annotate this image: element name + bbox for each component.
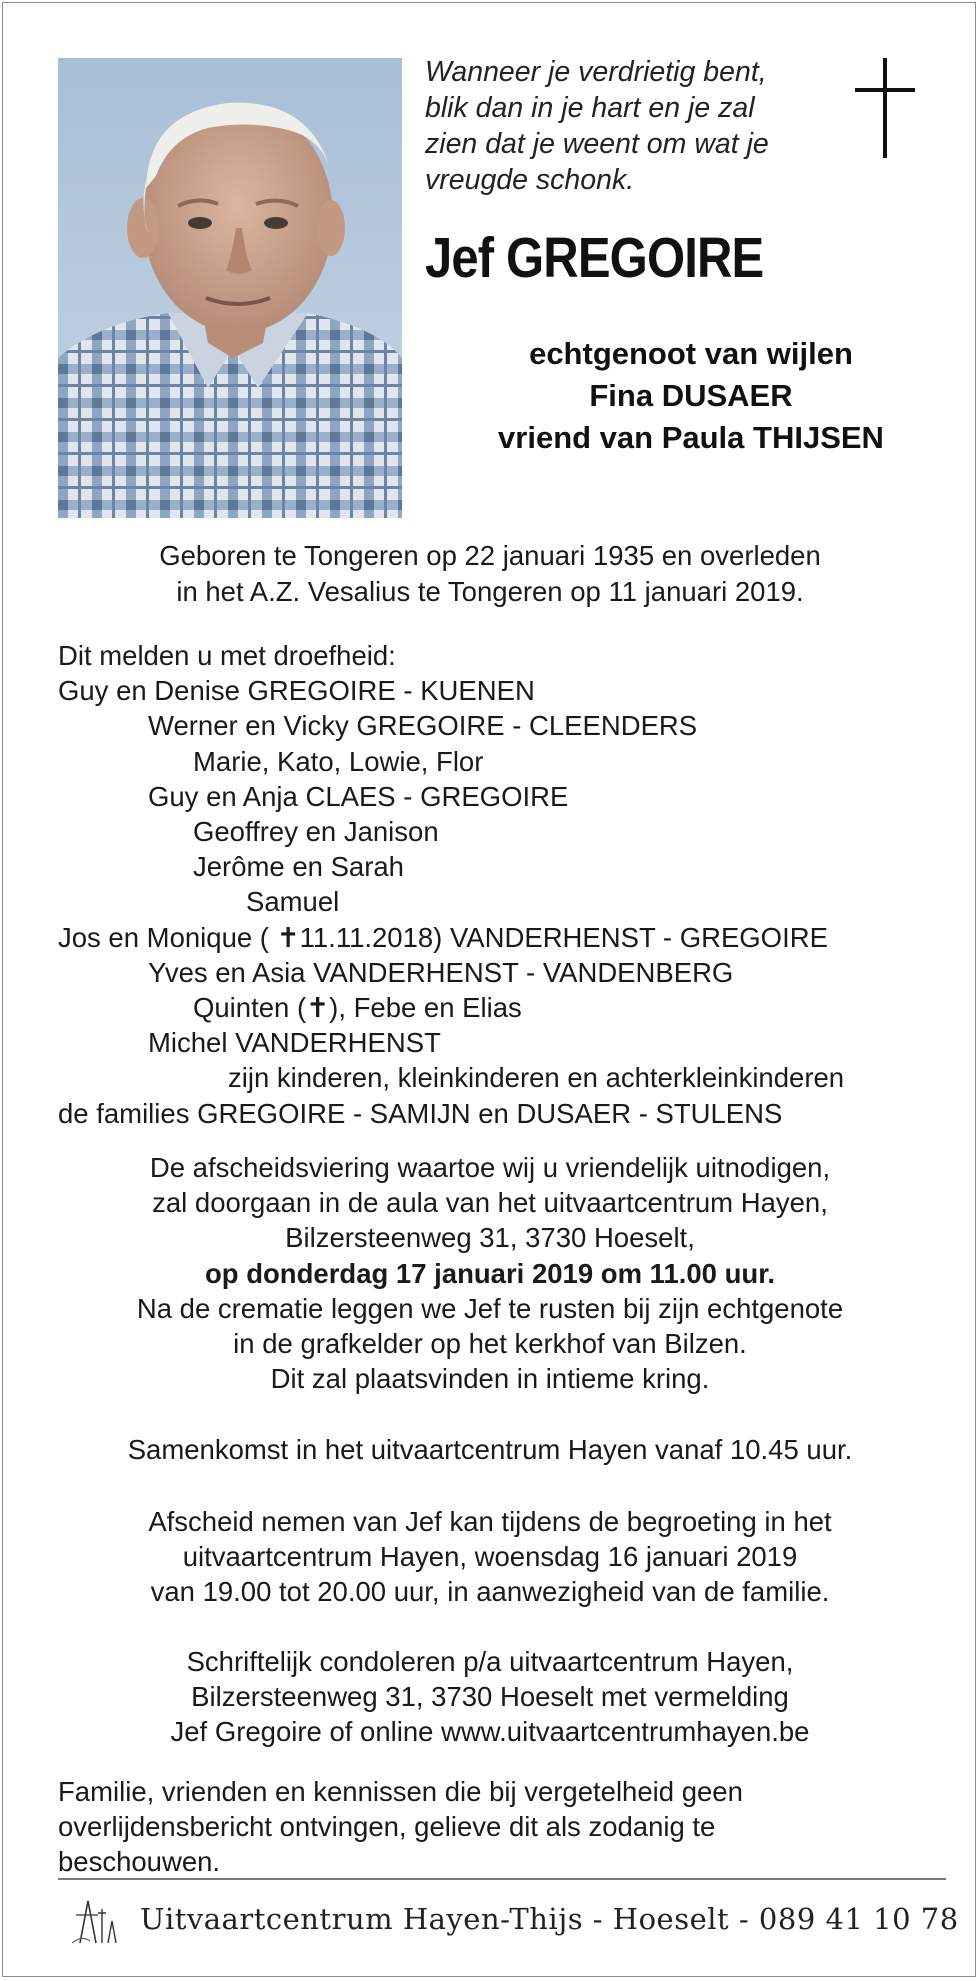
deceased-name: Jef GREGOIRE — [425, 226, 764, 290]
notice-note — [58, 1774, 918, 1880]
relation-line: echtgenoot van wijlen — [529, 336, 853, 371]
farewell-line: uitvaartcentrum Hayen, woensdag 16 januari 2019 — [182, 1541, 798, 1573]
ceremony-line: Dit zal plaatsvinden in intieme kring. — [270, 1363, 710, 1395]
family-line: Guy en Anja CLAES - GREGOIRE — [148, 780, 569, 812]
family-line: Samuel — [246, 886, 340, 918]
condolence-line: Bilzersteenweg 31, 3730 Hoeselt met vermelding — [191, 1681, 789, 1713]
poem-line: Wanneer je verdrietig bent, — [425, 56, 767, 88]
family-line: Quinten (✝), Febe en Elias — [193, 992, 522, 1024]
poem-line: blik dan in je hart en je zal — [425, 92, 755, 124]
cross-icon — [855, 58, 915, 158]
family-line: Jos en Monique ( ✝11.11.2018) VANDERHENST - GREGOIRE — [58, 921, 828, 953]
farewell-line: Afscheid nemen van Jef kan tijdens de begroeting in het — [148, 1506, 832, 1537]
condolence-block — [0, 1644, 980, 1750]
family-line: Yves en Asia VANDERHENST - VANDENBERG — [148, 956, 734, 988]
family-line: Geoffrey en Janison — [193, 816, 439, 848]
relation-line: Fina DUSAER — [589, 378, 793, 413]
family-line: Michel VANDERHENST — [148, 1027, 441, 1059]
relations-block — [402, 333, 980, 459]
condolence-line: Schriftelijk condoleren p/a uitvaartcentrum Hayen, — [186, 1646, 794, 1677]
ceremony-datetime: op donderdag 17 januari 2019 om 11.00 uur. — [204, 1257, 776, 1289]
note-line: Familie, vrienden en kennissen die bij vergetelheid geen — [58, 1776, 743, 1807]
birth-death-block — [0, 538, 980, 610]
footer-divider — [58, 1878, 946, 1880]
portrait-photo — [58, 58, 402, 518]
gathering-text: Samenkomst in het uitvaartcentrum Hayen vanaf 10.45 uur. — [127, 1434, 853, 1465]
family-line: zijn kinderen, kleinkinderen en achterkleinkinderen — [228, 1062, 845, 1094]
poem-line: zien dat je weent om wat je — [425, 128, 769, 160]
family-line: de families GREGOIRE - SAMIJN en DUSAER - STULENS — [58, 1097, 783, 1129]
farewell-line: van 19.00 tot 20.00 uur, in aanwezigheid van de familie. — [150, 1576, 830, 1608]
ceremony-line: De afscheidsviering waartoe wij u vriendelijk uitnodigen, — [149, 1152, 831, 1183]
poem — [425, 54, 845, 198]
note-line: beschouwen. — [58, 1846, 221, 1878]
condolence-line: Jef Gregoire of online www.uitvaartcentrumhayen.be — [170, 1716, 810, 1748]
family-line: Werner en Vicky GREGOIRE - CLEENDERS — [148, 710, 698, 742]
farewell-block — [0, 1504, 980, 1610]
family-line: Marie, Kato, Lowie, Flor — [193, 745, 484, 777]
birth-death-line: in het A.Z. Vesalius te Tongeren op 11 januari 2019. — [176, 576, 804, 607]
family-line: Guy en Denise GREGOIRE - KUENEN — [58, 675, 535, 707]
family-intro: Dit melden u met droefheid: — [58, 640, 396, 671]
ceremony-line: Bilzersteenweg 31, 3730 Hoeselt, — [285, 1222, 695, 1254]
funeral-home-logo-icon — [68, 1895, 126, 1947]
ceremony-block — [0, 1150, 980, 1396]
footer-contact: Uitvaartcentrum Hayen-Thijs - Hoeselt - 089 41 10 78 — [140, 1902, 959, 1936]
family-list — [58, 638, 958, 1131]
ceremony-line: Na de crematie leggen we Jef te rusten bij zijn echtgenote — [136, 1292, 844, 1324]
ceremony-line: zal doorgaan in de aula van het uitvaartcentrum Hayen, — [152, 1187, 828, 1219]
poem-line: vreugde schonk. — [425, 164, 635, 196]
family-line: Jerôme en Sarah — [193, 851, 404, 883]
ceremony-line: in de grafkelder op het kerkhof van Bilzen. — [233, 1328, 747, 1360]
note-line: overlijdensbericht ontvingen, gelieve dit als zodanig te — [58, 1811, 716, 1843]
birth-death-line: Geboren te Tongeren op 22 januari 1935 en overleden — [159, 540, 821, 571]
relation-line: vriend van Paula THIJSEN — [498, 420, 884, 455]
